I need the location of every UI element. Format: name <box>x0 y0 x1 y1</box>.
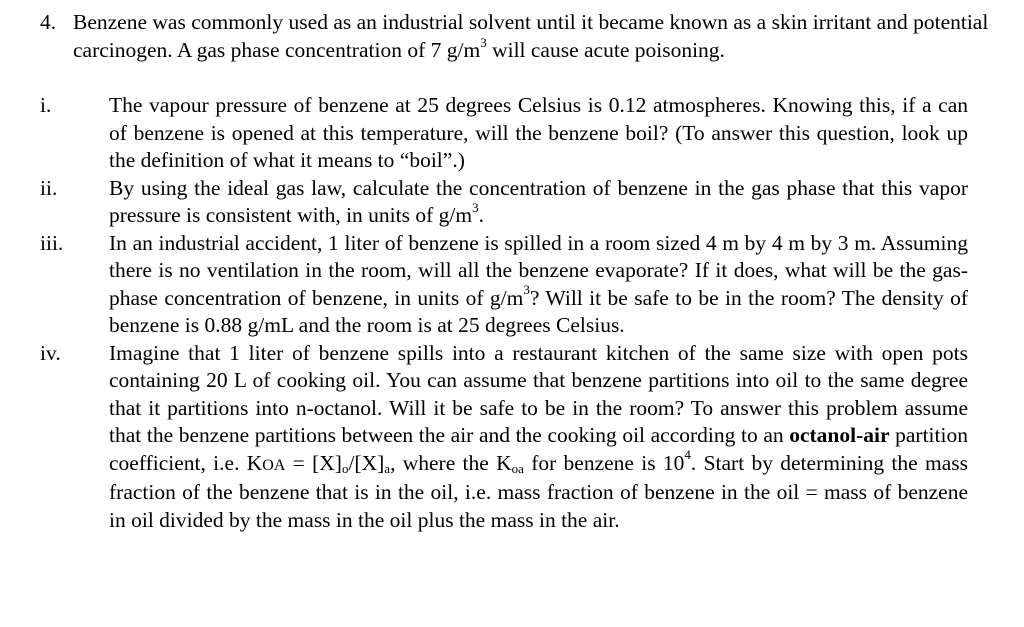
subpart-text: The vapour pressure of benzene at 25 degrees Celsius is 0.12 atmospheres. Knowing this, if a can of benzene is opened at this temperature, will the benzene boil? (To answer this question, look up the definition of what it means to “boil”.) <box>109 93 968 172</box>
subpart-iv <box>40 340 1000 535</box>
koa-subscript: OA <box>262 456 286 474</box>
koa-subscript-lower: oa <box>511 460 524 476</box>
question-number: 4. <box>40 10 57 34</box>
subpart-text-f: for benzene is 10 <box>523 450 685 475</box>
subpart-text-b: ? Will it be safe to be in the room? The density of benzene is 0.88 g/mL and the room is at 25 degrees Celsius. <box>109 285 968 337</box>
subpart-superscript: 3 <box>472 199 479 215</box>
subpart-iii <box>40 230 1000 340</box>
subpart-text-g: . Start by determining the mass fraction of the benzene that is in the oil, i.e. mass fraction of benzene in the oil = mass of benzene in oil divided by the mass in the oil plus the mass in the air. <box>109 450 968 532</box>
o-subscript: o <box>341 460 349 476</box>
subpart-text-a: By using the ideal gas law, calculate the concentration of benzene in the gas phase that this vapor pressure is consistent with, in units of g/m <box>109 175 968 227</box>
subpart-superscript: 3 <box>523 282 530 298</box>
question-text-part1: Benzene was commonly used as an industrial solvent until it became known as a skin irritant and potential carcinogen. A gas phase concentration of 7 g/m <box>73 10 989 62</box>
subpart-label: ii. <box>40 175 58 200</box>
exponent: 4 <box>684 447 691 463</box>
a-subscript: a <box>384 460 391 476</box>
subparts-list <box>40 92 1000 534</box>
subpart-label: iv. <box>40 340 61 365</box>
subpart-text-a: Imagine that 1 liter of benzene spills into a restaurant kitchen of the same size with open pots containing 20 L of cooking oil. You can assume that benzene partitions into oil to the same degree that it partitions into n-octanol. Will it be safe to be in the room? To answer this problem assume that the benzene partitions between the air and the cooking oil according to an <box>109 340 968 447</box>
question-text <box>73 8 993 64</box>
subpart-text-b: partition coefficient, i.e. K <box>109 423 968 475</box>
subpart-label: iii. <box>40 230 64 255</box>
subpart-text-e: , where the K <box>390 450 512 475</box>
subpart-text <box>109 340 968 535</box>
subpart-text-b: . <box>478 203 484 227</box>
subpart-text <box>109 175 968 230</box>
question-text-superscript: 3 <box>480 34 487 50</box>
subpart-text-a: In an industrial accident, 1 liter of benzene is spilled in a room sized 4 m by 4 m by 3 m. Assuming there is no ventilation in the room, will all the benzene evaporate? If it does, what will be the gas-phase concentration of benzene, in units of g/m <box>109 230 968 310</box>
subpart-text-c: = [X] <box>285 450 342 475</box>
subpart-i <box>40 92 1000 175</box>
subpart-text <box>109 230 968 340</box>
subpart-label: i. <box>40 93 52 117</box>
question-text-part2: will cause acute poisoning. <box>486 38 725 62</box>
bold-term: octanol-air <box>789 423 890 447</box>
subpart-ii <box>40 175 1000 230</box>
subpart-text-d: /[X] <box>348 450 385 475</box>
